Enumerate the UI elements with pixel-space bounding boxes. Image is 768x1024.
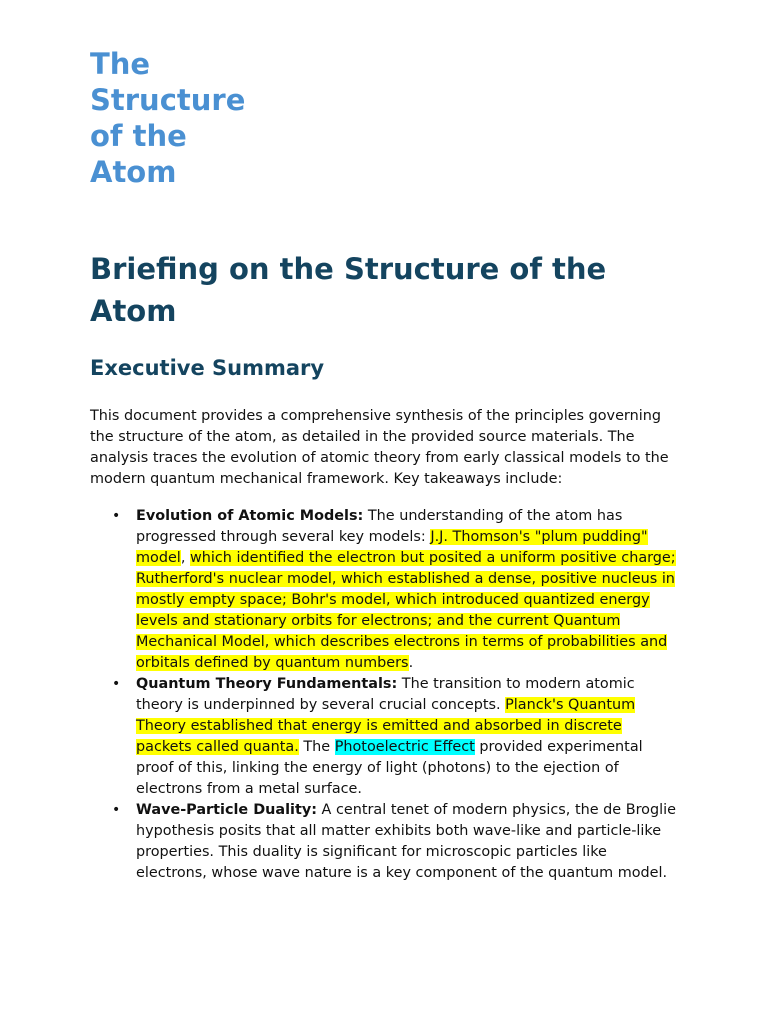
takeaway-text: The understanding of the atom has progressed through several key models: xyxy=(136,508,623,545)
highlighted-text: Planck's Quantum Theory established that energy is emitted and absorbed in discrete packets called quanta. xyxy=(136,697,636,755)
bullet-icon: • xyxy=(112,676,121,692)
briefing-heading: Briefing on the Structure of the Atom xyxy=(90,252,607,328)
document-title: The Structure of the Atom xyxy=(90,47,246,189)
highlighted-text: Rutherford's nuclear model, which established a dense, positive nucleus in mostly empty space; Bohr's model, which introduced quantized energy levels and stationary orbits for electrons; and the current Quantum Mechanical Model, which describes electrons in terms of probabilities and orbitals defined by quantum numbers xyxy=(136,571,675,671)
takeaways-list xyxy=(90,506,680,884)
takeaway-label: Wave-Particle Duality: xyxy=(136,802,317,818)
highlighted-text: which identified the electron but posited a uniform positive charge; xyxy=(189,550,676,566)
highlighted-text-cyan: Photoelectric Effect xyxy=(334,739,475,755)
takeaway-evolution-of-atomic-models xyxy=(112,506,680,674)
bullet-icon: • xyxy=(112,802,121,818)
takeaway-text: provided experimental proof of this, linking the energy of light (photons) to the ejection of electrons from a metal surface. xyxy=(136,739,643,797)
document-page xyxy=(90,0,680,884)
takeaway-text: . xyxy=(408,655,414,671)
executive-summary-heading: Executive Summary xyxy=(90,356,325,380)
takeaway-wave-particle-duality xyxy=(112,800,680,884)
takeaway-label: Quantum Theory Fundamentals: xyxy=(136,676,398,692)
takeaway-text: A central tenet of modern physics, the de Broglie hypothesis posits that all matter exhibits both wave-like and particle-like properties. This duality is significant for microscopic particles like electrons, whose wave nature is a key component of the quantum model. xyxy=(136,802,676,881)
takeaway-label: Evolution of Atomic Models: xyxy=(136,508,364,524)
highlighted-text: J.J. Thomson's "plum pudding" model xyxy=(136,529,648,566)
intro-paragraph: This document provides a comprehensive synthesis of the principles governing the structure of the atom, as detailed in the provided source materials. The analysis traces the evolution of atomic theory from early classical models to the modern quantum mechanical framework. Key takeaways include: xyxy=(90,408,669,487)
bullet-icon: • xyxy=(112,508,121,524)
takeaway-text: The transition to modern atomic theory is underpinned by several crucial concepts. xyxy=(136,676,635,713)
takeaway-text: , xyxy=(180,550,190,566)
takeaway-text: The xyxy=(298,739,335,755)
takeaway-quantum-theory-fundamentals xyxy=(112,674,680,800)
